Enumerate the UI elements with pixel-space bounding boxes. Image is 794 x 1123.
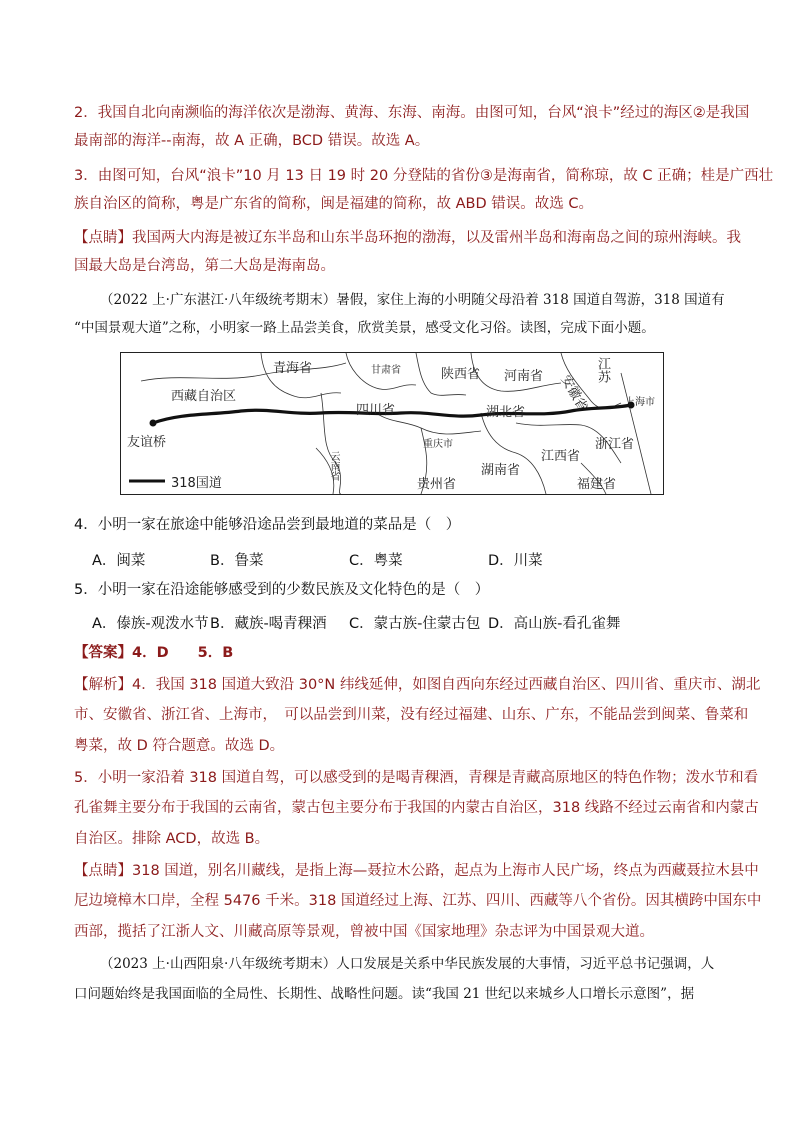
q4-option-a: A．闽菜 <box>92 553 146 569</box>
map-label-hubei: 湖北省 <box>486 405 526 420</box>
intro-2023-line2: 口问题始终是我国面临的全局性、长期性、战略性问题。读“我国 21 世纪以来城乡人口增长示意图”，据 <box>74 986 695 1002</box>
map-label-zhejiang: 浙江省 <box>595 437 635 452</box>
map-label-xizang: 西藏自治区 <box>171 389 237 404</box>
analysis-5-line1: 5．小明一家沿着 318 国道自驾，可以感受到的是喝青稞酒，青稞是青藏高原地区的特色作物；泼水节和看 <box>74 770 759 786</box>
map-label-hunan: 湖南省 <box>481 463 521 478</box>
q5-option-d: D．高山族-看孔雀舞 <box>488 616 621 632</box>
map-label-sichuan: 四川省 <box>356 403 396 418</box>
question-4: 4．小明一家在旅途中能够沿途品尝到最地道的菜品是（ ） <box>74 517 461 533</box>
q3-explanation-line1: 3．由图可知，台风“浪卡”10 月 13 日 19 时 20 分登陆的省份③是海南省，简称琼，故 C 正确；桂是广西壮 <box>74 168 774 184</box>
dianjing-1-line1: 【点睛】我国两大内海是被辽东半岛和山东半岛环抱的渤海，以及雷州半岛和海南岛之间的琼州海峡。我 <box>74 230 741 246</box>
route-start-point <box>150 420 157 427</box>
analysis-4-line1: 【解析】4．我国 318 国道大致沿 30°N 纬线延伸，如图自西向东经过西藏自治区、四川省、重庆市、湖北 <box>74 677 761 693</box>
q4-option-b: B．鲁菜 <box>210 553 264 569</box>
map-label-guizhou: 贵州省 <box>417 477 457 492</box>
route-318-map <box>120 352 664 495</box>
question-5: 5．小明一家在沿途能够感受到的少数民族及文化特色的是（ ） <box>74 582 490 598</box>
analysis-5-line2: 孔雀舞主要分布于我国的云南省，蒙古包主要分布于我国的内蒙古自治区，318 线路不经过云南省和内蒙古 <box>74 800 759 816</box>
map-label-henan: 河南省 <box>504 369 544 384</box>
map-legend-label: 318国道 <box>171 476 222 491</box>
answer-line: 【答案】4．D 5．B <box>74 645 234 661</box>
q4-option-d: D．川菜 <box>488 553 543 569</box>
analysis-5-line3: 自治区。排除 ACD，故选 B。 <box>74 831 270 847</box>
map-label-jiangsu: 江苏 <box>595 357 610 383</box>
map-label-shanghai: 上海市 <box>625 397 655 408</box>
map-label-anhui: 安徽省 <box>557 372 591 415</box>
intro-2022-line2: “中国景观大道”之称，小明家一路上品尝美食，欣赏美景，感受文化习俗。读图，完成下面小题。 <box>74 320 655 336</box>
analysis-4-line3: 粤菜，故 D 符合题意。故选 D。 <box>74 738 285 754</box>
dianjing-2-line1: 【点睛】318 国道，别名川藏线，是指上海—聂拉木公路，起点为上海市人民广场，终点为西藏聂拉木县中 <box>74 863 759 879</box>
q4-option-c: C．粤菜 <box>349 553 403 569</box>
dianjing-1-line2: 国最大岛是台湾岛，第二大岛是海南岛。 <box>74 258 335 274</box>
map-label-youyiqiao: 友谊桥 <box>127 435 167 450</box>
intro-2022-line1: （2022 上·广东湛江·八年级统考期末）暑假，家住上海的小明随父母沿着 318 国道自驾游，318 国道有 <box>100 292 725 308</box>
map-label-jiangxi: 江西省 <box>541 449 581 464</box>
border-xizang-qinghai <box>141 363 346 381</box>
dianjing-2-line2: 尼边境樟木口岸，全程 5476 千米。318 国道经过上海、江苏、四川、西藏等八个省份。因其横跨中国东中 <box>74 893 762 909</box>
map-label-gansu: 甘肃省 <box>371 365 401 376</box>
map-label-qinghai: 青海省 <box>273 361 313 376</box>
q3-explanation-line2: 族自治区的简称，粤是广东省的简称，闽是福建的简称，故 ABD 错误。故选 C。 <box>74 196 593 212</box>
map-label-chongqing: 重庆市 <box>423 439 453 450</box>
analysis-4-line2: 市、安徽省、浙江省、上海市， 可以品尝到川菜，没有经过福建、山东、广东，不能品尝到闽菜、鲁菜和 <box>74 707 749 723</box>
map-label-shaanxi: 陕西省 <box>441 367 481 382</box>
dianjing-2-line3: 西部，揽括了江浙人文、川藏高原等景观，曾被中国《国家地理》杂志评为中国景观大道。 <box>74 924 654 940</box>
q5-option-b: B．藏族-喝青稞酒 <box>210 616 327 632</box>
intro-2023-line1: （2023 上·山西阳泉·八年级统考期末）人口发展是关系中华民族发展的大事情，习近平总书记强调，人 <box>100 956 715 972</box>
q5-option-c: C．蒙古族-住蒙古包 <box>349 616 481 632</box>
q5-option-a: A．傣族-观泼水节 <box>92 616 209 632</box>
map-label-fujian: 福建省 <box>577 477 617 492</box>
q2-explanation-line1: 2．我国自北向南濒临的海洋依次是渤海、黄海、东海、南海。由图可知，台风“浪卡”经过的海区②是我国 <box>74 105 750 121</box>
q2-explanation-line2: 最南部的海洋--南海，故 A 正确，BCD 错误。故选 A。 <box>74 133 430 149</box>
map-label-yunnan: 云南省 <box>328 451 339 481</box>
